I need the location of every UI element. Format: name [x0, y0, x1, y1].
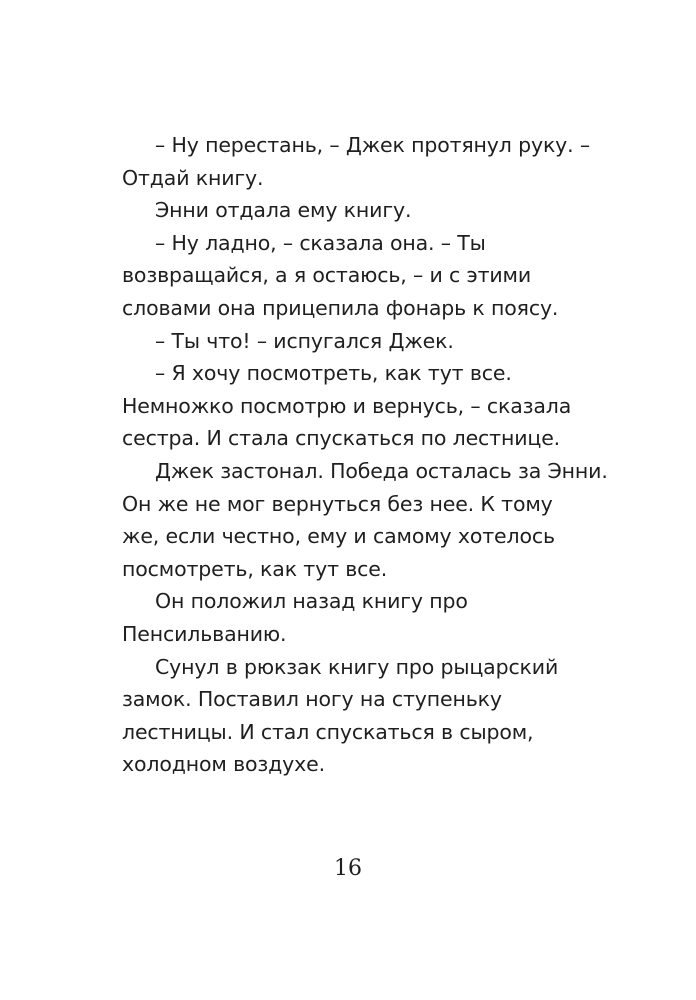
text-line: Сунул в рюкзак книгу про рыцарский [155, 654, 559, 679]
text-line: холодном воздухе. [122, 752, 325, 777]
text-line: же, если честно, ему и самому хотелось [122, 524, 555, 549]
text-line: Энни отдала ему книгу. [155, 198, 412, 223]
text-line: Он же не мог вернуться без нее. К тому [122, 491, 553, 516]
text-line: Джек застонал. Победа осталась за Энни. [155, 458, 608, 483]
page-body-text [122, 129, 608, 781]
page-number: 16 [334, 856, 362, 881]
text-line: Отдай книгу. [122, 165, 264, 190]
text-line: Немножко посмотрю и вернусь, – сказала [122, 393, 572, 418]
text-line: посмотреть, как тут все. [122, 556, 388, 581]
text-line: сестра. И стала спускаться по лестнице. [122, 426, 561, 451]
text-line: – Я хочу посмотреть, как тут все. [155, 361, 512, 386]
text-line: лестницы. И стал спускаться в сыром, [122, 719, 534, 744]
text-line: Пенсильванию. [122, 621, 287, 646]
text-line: словами она прицепила фонарь к поясу. [122, 295, 559, 320]
text-line: Он положил назад книгу про [155, 589, 468, 614]
text-line: – Ты что! – испугался Джек. [155, 328, 454, 353]
text-line: – Ну перестань, – Джек протянул руку. – [155, 133, 591, 157]
text-line: возвращайся, а я остаюсь, – и с этими [122, 263, 532, 288]
text-line: – Ну ладно, – сказала она. – Ты [155, 230, 486, 255]
text-line: замок. Поставил ногу на ступеньку [122, 687, 502, 712]
